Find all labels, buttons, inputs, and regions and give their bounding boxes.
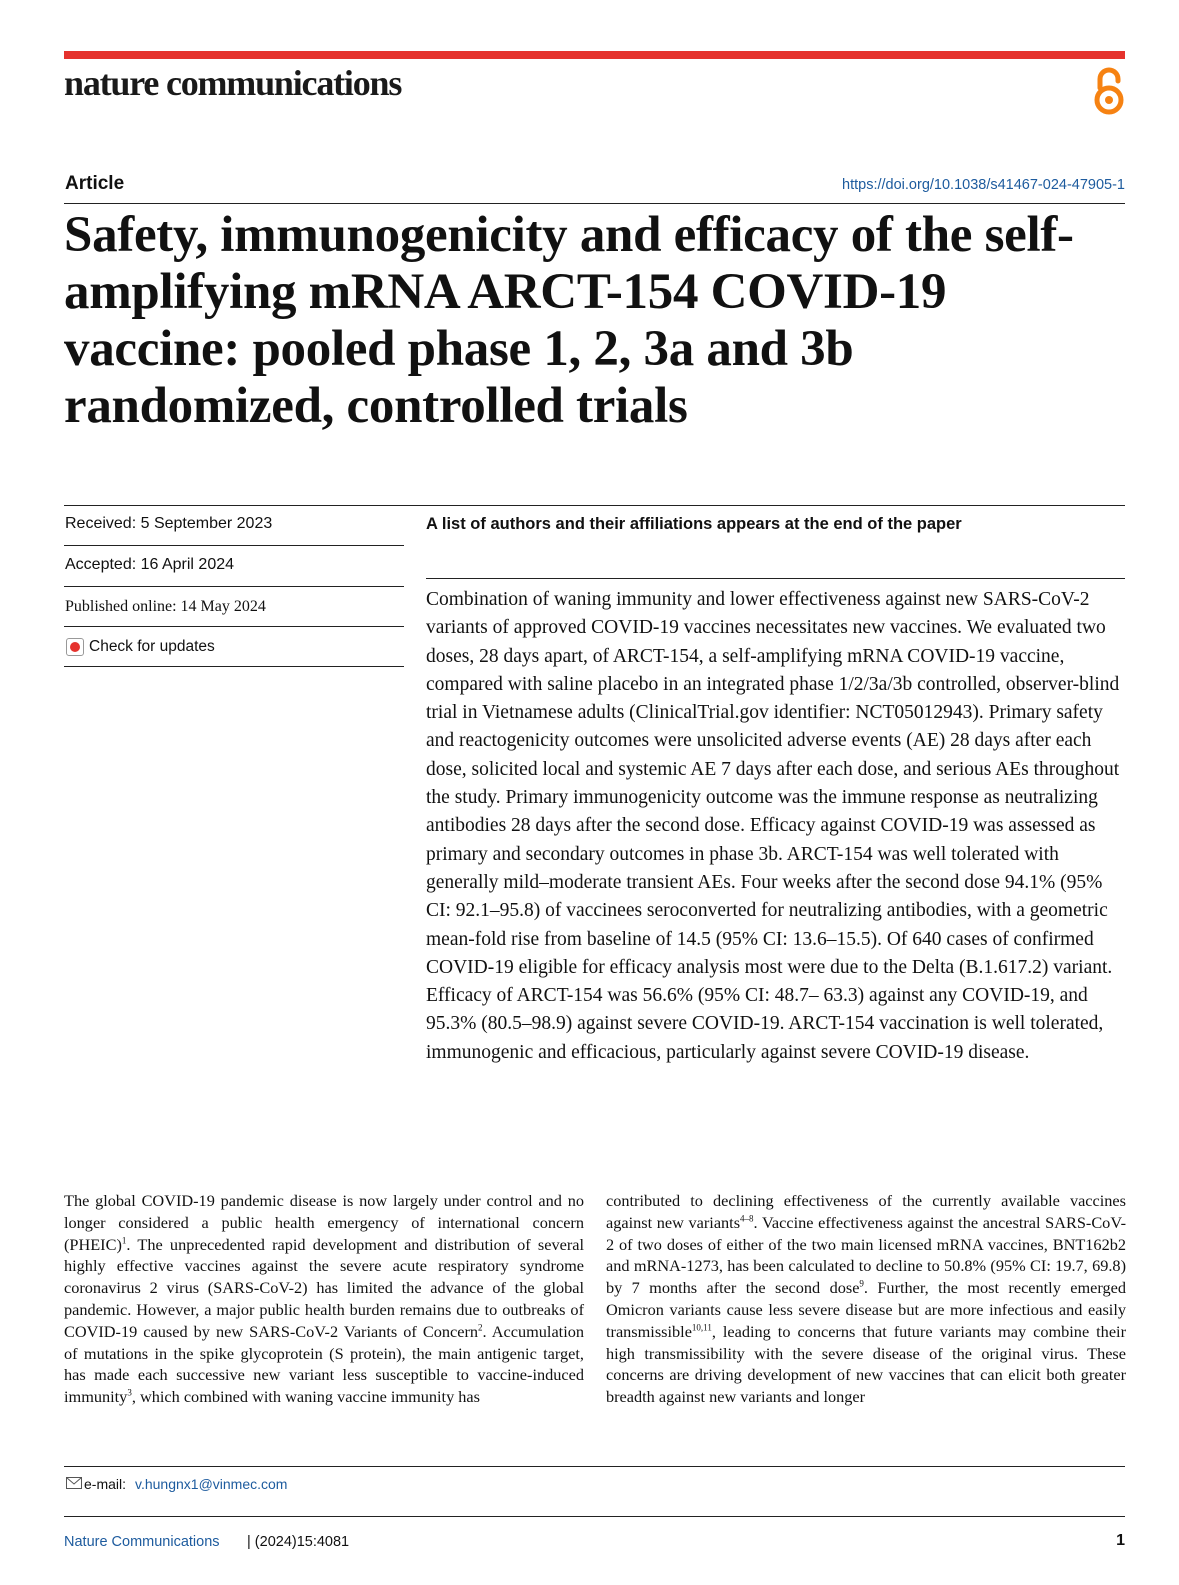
divider [64, 586, 404, 587]
body-column-left [64, 1190, 584, 1408]
email-label: e-mail: [84, 1476, 127, 1492]
reference-link[interactable]: 10,11 [691, 1322, 712, 1333]
accepted-date: Accepted: 16 April 2024 [65, 556, 235, 573]
body-text: . Further, the most recently emerged Omicron variants cause less severe disease but are more infectious and easily transmissible [606, 1278, 1126, 1341]
body-text: The global COVID-19 pandemic disease is now largely under control and no longer considered a public health emergency of international concern (PHEIC) [64, 1191, 584, 1254]
divider [426, 578, 1125, 579]
reference-link[interactable]: 9 [859, 1278, 864, 1289]
body-text: contributed to declining effectiveness of the currently available vaccines against new variants [606, 1191, 1126, 1232]
check-for-updates-icon [66, 638, 84, 656]
received-date: Received: 5 September 2023 [65, 515, 273, 532]
body-text: . The unprecedented rapid development and distribution of several highly effective vaccines against the severe acute respiratory syndrome coronavirus 2 virus (SARS-CoV-2) has limited the advance of the global pandemic. However, a major public health burden remains due to outbreaks of COVID-19 caused by new SARS-CoV-2 Variants of Concern [64, 1234, 584, 1341]
header-red-bar [64, 51, 1125, 59]
body-column-right [606, 1190, 1126, 1408]
article-title: Safety, immunogenicity and efficacy of the self-amplifying mRNA ARCT-154 COVID-19 vaccine: pooled phase 1, 2, 3a and 3b randomized, controlled trials [64, 207, 1074, 434]
footer-journal-link[interactable]: Nature Communications [64, 1534, 220, 1550]
divider [64, 1466, 1125, 1467]
abstract: Combination of waning immunity and lower effectiveness against new SARS-CoV-2 variants of approved COVID-19 vaccines necessitates new vaccines. We evaluated two doses, 28 days apart, of ARCT-154, a self-amplifying mRNA COVID-19 vaccine, compared with saline placebo in an integrated phase 1/2/3a/3b controlled, observer-blind trial in Vietnamese adults (ClinicalTrial.gov identifier: NCT05012943). Primary safety and reactogenicity outcomes were unsolicited adverse events (AE) 28 days after each dose, solicited local and systemic AE 7 days after each dose, and serious AEs throughout the study. Primary immunogenicity outcome was the immune response as neutralizing antibodies 28 days after the second dose. Efficacy against COVID-19 was assessed as primary and secondary outcomes in phase 3b. ARCT-154 was well tolerated with generally mild–moderate transient AEs. Four weeks after the second dose 94.1% (95% CI: 92.1–95.8) of vaccinees seroconverted for neutralizing antibodies, with a geometric mean-fold rise from baseline of 14.5 (95% CI: 13.6–15.5). Of 640 cases of confirmed COVID-19 eligible for efficacy analysis most were due to the Delta (B.1.617.2) variant. Efficacy of ARCT-154 was 56.6% (95% CI: 48.7– 63.3) against any COVID-19, and 95.3% (80.5–98.9) against severe COVID-19. ARCT-154 vaccination is well tolerated, immunogenic and efficacious, particularly against severe COVID-19 disease. [426, 589, 1120, 1063]
article-type: Article [65, 173, 125, 194]
doi-link[interactable]: https://doi.org/10.1038/s41467-024-47905-1 [842, 177, 1125, 193]
authors-note: A list of authors and their affiliations appears at the end of the paper [426, 515, 962, 533]
divider [64, 505, 1125, 506]
divider [64, 203, 1125, 204]
body-text: . Accumulation of mutations in the spike glycoprotein (S protein), the main antigenic target, has made each successive new variant less susceptible to vaccine-induced immunity [64, 1321, 584, 1407]
divider [64, 545, 404, 546]
divider [64, 1516, 1125, 1517]
divider [64, 666, 404, 667]
divider [64, 626, 404, 627]
reference-link[interactable]: 2 [478, 1322, 483, 1333]
body-text: . Vaccine effectiveness against the ancestral SARS-CoV-2 of two doses of either of the two main licensed mRNA vaccines, BNT162b2 and mRNA-1273, has been calculated to decline to 50.8% (95% CI: 19.7, 69.8) by 7 months after the second dose [606, 1212, 1127, 1298]
reference-link[interactable]: 3 [127, 1387, 132, 1398]
published-date: Published online: 14 May 2024 [65, 598, 266, 615]
page-number: 1 [1116, 1532, 1125, 1549]
open-access-icon [1091, 66, 1127, 116]
footer-citation: | (2024)15:4081 [247, 1534, 350, 1550]
reference-link[interactable]: 1 [121, 1235, 127, 1246]
body-text: , leading to concerns that future variants may combine their high transmissibility with the severe disease of the original virus. These concerns are driving development of new vaccines that can elicit both greater breadth against new variants and longer [606, 1321, 1126, 1407]
email-link[interactable]: v.hungnx1@vinmec.com [135, 1476, 288, 1492]
check-for-updates-button[interactable]: Check for updates [89, 638, 215, 655]
email-icon [66, 1477, 82, 1489]
body-text: , which combined with waning vaccine immunity has [131, 1387, 480, 1407]
journal-name: nature communications [64, 63, 402, 103]
reference-link[interactable]: 4–8 [740, 1213, 754, 1224]
